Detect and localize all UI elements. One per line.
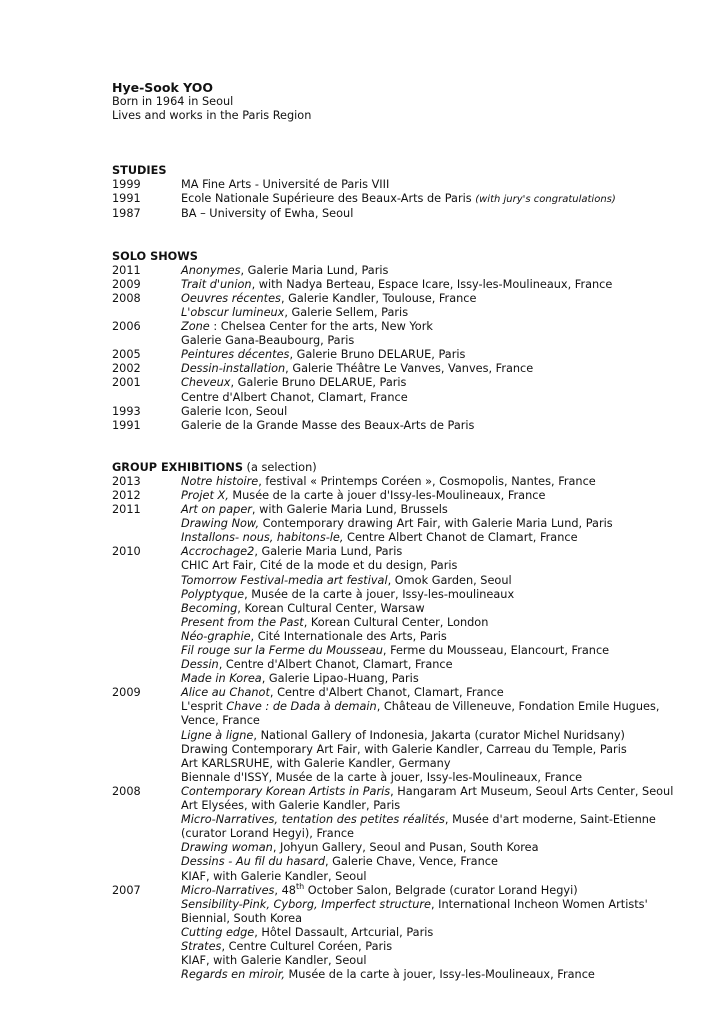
entry-text-part: Drawing Now, bbox=[181, 517, 260, 531]
entry-text bbox=[181, 348, 465, 362]
entry-text-part: , Omok Garden, Seoul bbox=[387, 573, 512, 587]
entry-text bbox=[181, 376, 406, 390]
entry-row bbox=[112, 881, 712, 898]
entry-text-part: Biennale d'ISSY, Musée de la carte à jouer, Issy-les-Moulineaux, France bbox=[181, 770, 583, 784]
entry-year: 2011 bbox=[112, 263, 141, 277]
entry-text-part: th bbox=[295, 881, 305, 891]
entry-year bbox=[112, 813, 181, 827]
entry-text bbox=[181, 658, 453, 672]
entry-text bbox=[181, 686, 504, 700]
entry-year: 1991 bbox=[112, 192, 141, 206]
entry-text-part: , festival « Printemps Coréen », Cosmopolis, Nantes, France bbox=[258, 474, 596, 488]
entry-row bbox=[112, 362, 712, 376]
solo-shows-section bbox=[112, 250, 712, 433]
entry-row bbox=[112, 391, 712, 405]
entry-text-part: MA Fine Arts - Université de Paris VIII bbox=[181, 178, 390, 192]
entry-text bbox=[181, 207, 353, 221]
entry-text-part: Ecole Nationale Supérieure des Beaux-Arts de Paris bbox=[181, 192, 476, 206]
cv-document bbox=[112, 80, 712, 982]
entry-row bbox=[112, 292, 712, 306]
entry-text-part: Ligne à ligne bbox=[181, 728, 254, 742]
entry-year bbox=[112, 644, 181, 658]
entry-year bbox=[112, 912, 181, 926]
entry-year bbox=[112, 841, 181, 855]
group-exhibitions-subtitle: (a selection) bbox=[242, 460, 317, 474]
entry-row bbox=[112, 785, 712, 799]
entry-text bbox=[181, 545, 402, 559]
entry-text bbox=[181, 559, 457, 573]
entry-year bbox=[112, 334, 181, 348]
entry-text-part: , Château de Villeneuve, Fondation Emile Hugues, bbox=[376, 700, 660, 714]
entry-text-part: , Centre d'Albert Chanot, Clamart, France bbox=[218, 658, 453, 672]
entry-text bbox=[181, 489, 545, 503]
entry-row bbox=[112, 686, 712, 700]
studies-section bbox=[112, 164, 712, 221]
entry-year: 1993 bbox=[112, 404, 141, 418]
entry-row bbox=[112, 503, 712, 517]
entry-text bbox=[181, 855, 498, 869]
entry-row bbox=[112, 207, 712, 221]
entry-text-part: Regards en miroir, bbox=[181, 968, 285, 982]
entry-text-part: Centre Albert Chanot de Clamart, France bbox=[343, 531, 578, 545]
entry-text bbox=[181, 574, 512, 588]
entry-row bbox=[112, 517, 712, 531]
entry-text-part: Trait d'union bbox=[181, 277, 252, 291]
entry-text-part: , Centre d'Albert Chanot, Clamart, France bbox=[269, 686, 504, 700]
entry-year bbox=[112, 602, 181, 616]
entry-row bbox=[112, 700, 712, 714]
entry-row bbox=[112, 602, 712, 616]
entry-text-part: Notre histoire bbox=[181, 474, 259, 488]
entry-text-part: , Ferme du Mousseau, Elancourt, France bbox=[382, 644, 610, 657]
entry-text-part: Centre d'Albert Chanot, Clamart, France bbox=[181, 390, 408, 404]
entry-text-part: Present from the Past bbox=[181, 615, 304, 629]
entry-text-part: , 48 bbox=[274, 883, 296, 897]
entry-text-part: , International Incheon Women Artists' bbox=[430, 897, 648, 911]
entry-text-part: Cheveux bbox=[181, 376, 231, 390]
entry-text-part: Chave : de Dada à demain bbox=[226, 700, 377, 714]
entry-text-part: , Galerie Sellem, Paris bbox=[284, 305, 409, 319]
entry-text-part: Peintures décentes bbox=[181, 348, 290, 362]
entry-text-part: Strates bbox=[181, 939, 222, 953]
entry-year: 2009 bbox=[112, 686, 141, 700]
entry-text bbox=[181, 898, 648, 912]
group-exhibitions-list bbox=[112, 475, 712, 982]
entry-text-part: CHIC Art Fair, Cité de la mode et du design, Paris bbox=[181, 559, 458, 573]
entry-text-part: , Musée d'art moderne, Saint-Etienne bbox=[444, 813, 656, 827]
entry-text-part: Anonymes bbox=[181, 263, 241, 277]
entry-year bbox=[112, 531, 181, 545]
entry-year: 2011 bbox=[112, 503, 141, 517]
entry-text-part: , Galerie Théâtre Le Vanves, Vanves, France bbox=[285, 362, 534, 376]
entry-text-part: Néo-graphie bbox=[181, 629, 251, 643]
entry-text-part: (curator Lorand Hegyi), France bbox=[181, 827, 355, 841]
birth-info: Born in 1964 in Seoul bbox=[112, 95, 234, 108]
entry-text-part: , Galerie Lipao-Huang, Paris bbox=[261, 672, 419, 686]
entry-text-part: Vence, France bbox=[181, 714, 260, 728]
entry-year: 2001 bbox=[112, 376, 141, 390]
entry-text bbox=[181, 870, 367, 884]
entry-row bbox=[112, 954, 712, 968]
entry-year: 1991 bbox=[112, 418, 141, 432]
entry-text-part: , Galerie Kandler, Toulouse, France bbox=[280, 291, 477, 305]
entry-text-part: Musée de la carte à jouer, Issy-les-Moulineaux, France bbox=[284, 968, 595, 982]
entry-row bbox=[112, 841, 712, 855]
entry-row bbox=[112, 588, 712, 602]
studies-heading: STUDIES bbox=[112, 164, 167, 178]
entry-text-part: , Musée de la carte à jouer, Issy-les-moulineaux bbox=[244, 587, 515, 601]
entry-text-part: KIAF, with Galerie Kandler, Seoul bbox=[181, 869, 367, 883]
entry-year bbox=[112, 729, 181, 743]
entry-text-part: , Galerie Bruno DELARUE, Paris bbox=[230, 376, 407, 390]
entry-year bbox=[112, 827, 181, 841]
entry-text-part: , Centre Culturel Coréen, Paris bbox=[221, 939, 393, 953]
entry-year: 1987 bbox=[112, 207, 141, 221]
studies-list bbox=[112, 178, 712, 221]
entry-text-part: Tomorrow Festival-media art festival bbox=[181, 573, 388, 587]
entry-row bbox=[112, 729, 712, 743]
entry-year bbox=[112, 898, 181, 912]
entry-text bbox=[181, 881, 578, 898]
entry-row bbox=[112, 306, 712, 320]
entry-text bbox=[181, 278, 612, 292]
entry-row bbox=[112, 630, 712, 644]
entry-row bbox=[112, 743, 712, 757]
entry-row bbox=[112, 912, 712, 926]
entry-text-part: Zone bbox=[181, 320, 210, 334]
entry-text bbox=[181, 912, 302, 926]
entry-text-part: , Galerie Maria Lund, Paris bbox=[240, 263, 389, 277]
artist-name: Hye-Sook YOO bbox=[112, 80, 213, 95]
entry-year bbox=[112, 757, 181, 771]
entry-year bbox=[112, 700, 181, 714]
entry-text-part: BA – University of Ewha, Seoul bbox=[181, 207, 354, 221]
entry-row bbox=[112, 799, 712, 813]
entry-row bbox=[112, 771, 712, 785]
entry-text bbox=[181, 841, 539, 855]
entry-row bbox=[112, 475, 712, 489]
entry-text-part: Micro-Narratives, tentation des petites réalités bbox=[181, 813, 445, 827]
entry-text bbox=[181, 320, 433, 334]
solo-shows-list bbox=[112, 264, 712, 433]
entry-text-part: , Korean Cultural Center, Warsaw bbox=[237, 601, 425, 615]
entry-year bbox=[112, 306, 181, 320]
entry-text-part: Contemporary Korean Artists in Paris bbox=[181, 784, 391, 798]
entry-text bbox=[181, 588, 514, 602]
entry-text bbox=[181, 419, 474, 433]
entry-text-part: (with jury's congratulations) bbox=[475, 194, 616, 206]
entry-row bbox=[112, 855, 712, 869]
entry-year bbox=[112, 743, 181, 757]
entry-text-part: , Galerie Maria Lund, Paris bbox=[254, 545, 403, 559]
residence-info: Lives and works in the Paris Region bbox=[112, 109, 312, 123]
solo-shows-heading: SOLO SHOWS bbox=[112, 249, 198, 263]
entry-row bbox=[112, 616, 712, 630]
entry-year: 2012 bbox=[112, 488, 141, 502]
entry-row bbox=[112, 419, 712, 433]
entry-text bbox=[181, 954, 367, 968]
entry-text bbox=[181, 785, 673, 799]
entry-text bbox=[181, 531, 578, 545]
entry-text bbox=[181, 644, 609, 658]
entry-row bbox=[112, 320, 712, 334]
entry-text-part: Drawing woman bbox=[181, 841, 273, 855]
entry-row bbox=[112, 264, 712, 278]
entry-row bbox=[112, 334, 712, 348]
entry-text bbox=[181, 700, 659, 714]
entry-text-part: Made in Korea bbox=[181, 672, 262, 686]
entry-row bbox=[112, 192, 712, 207]
entry-text-part: Drawing Contemporary Art Fair, with Galerie Kandler, Carreau du Temple, Paris bbox=[181, 742, 627, 756]
entry-text-part: , Galerie Bruno DELARUE, Paris bbox=[289, 348, 466, 362]
entry-text-part: Alice au Chanot bbox=[181, 686, 270, 700]
entry-text-part: Dessin bbox=[181, 658, 219, 672]
entry-text-part: Sensibility-Pink, Cyborg, Imperfect structure bbox=[181, 897, 431, 911]
entry-text-part: October Salon, Belgrade (curator Lorand Hegyi) bbox=[304, 883, 578, 897]
entry-text-part: Micro-Narratives bbox=[181, 883, 275, 897]
entry-text bbox=[181, 192, 616, 207]
entry-text-part: Dessin-installation bbox=[181, 362, 286, 376]
group-exhibitions-heading: GROUP EXHIBITIONS (a selection) bbox=[112, 460, 317, 474]
entry-text bbox=[181, 940, 392, 954]
entry-year bbox=[112, 940, 181, 954]
entry-text-part: Projet X, bbox=[181, 488, 229, 502]
entry-row bbox=[112, 178, 712, 192]
entry-row bbox=[112, 940, 712, 954]
entry-row bbox=[112, 644, 712, 658]
entry-row bbox=[112, 813, 712, 827]
entry-year: 2013 bbox=[112, 474, 141, 488]
entry-text-part: Installons- nous, habitons-le, bbox=[181, 531, 344, 545]
entry-year bbox=[112, 714, 181, 728]
entry-year bbox=[112, 926, 181, 940]
entry-text bbox=[181, 672, 419, 686]
entry-text bbox=[181, 799, 400, 813]
entry-text-part: , with Nadya Berteau, Espace Icare, Issy-les-Moulineaux, France bbox=[251, 277, 613, 291]
entry-text bbox=[181, 306, 408, 320]
entry-row bbox=[112, 531, 712, 545]
entry-year: 2008 bbox=[112, 291, 141, 305]
entry-year bbox=[112, 574, 181, 588]
entry-row bbox=[112, 405, 712, 419]
entry-year: 2002 bbox=[112, 362, 141, 376]
entry-text-part: Dessins - Au fil du hasard bbox=[181, 855, 325, 869]
entry-year bbox=[112, 672, 181, 686]
entry-text-part: , with Galerie Maria Lund, Brussels bbox=[251, 503, 448, 517]
entry-text bbox=[181, 517, 613, 531]
entry-text-part: , Cité Internationale des Arts, Paris bbox=[250, 629, 447, 643]
entry-text bbox=[181, 334, 354, 348]
entry-year: 2010 bbox=[112, 545, 141, 559]
entry-text-part: , Korean Cultural Center, London bbox=[303, 615, 489, 629]
entry-text bbox=[181, 264, 388, 278]
entry-text bbox=[181, 475, 596, 489]
entry-row bbox=[112, 489, 712, 503]
entry-text bbox=[181, 405, 287, 419]
entry-row bbox=[112, 278, 712, 292]
entry-year: 2005 bbox=[112, 348, 141, 362]
entry-row bbox=[112, 926, 712, 940]
entry-text bbox=[181, 729, 625, 743]
entry-year bbox=[112, 954, 181, 968]
entry-year bbox=[112, 517, 181, 531]
entry-text-part: Polyptyque bbox=[181, 587, 245, 601]
entry-year bbox=[112, 588, 181, 602]
entry-year: 2009 bbox=[112, 277, 141, 291]
entry-text bbox=[181, 503, 448, 517]
entry-year bbox=[112, 658, 181, 672]
entry-year: 2006 bbox=[112, 320, 141, 334]
entry-year bbox=[112, 968, 181, 982]
entry-text-part: Accrochage2 bbox=[181, 545, 255, 559]
entry-row bbox=[112, 348, 712, 362]
entry-row bbox=[112, 714, 712, 728]
entry-year bbox=[112, 870, 181, 884]
entry-row bbox=[112, 574, 712, 588]
entry-text bbox=[181, 391, 408, 405]
entry-text-part: Art on paper bbox=[181, 503, 252, 517]
entry-row bbox=[112, 898, 712, 912]
entry-text-part: Galerie Icon, Seoul bbox=[181, 404, 288, 418]
entry-row bbox=[112, 545, 712, 559]
entry-text bbox=[181, 926, 433, 940]
entry-text bbox=[181, 602, 425, 616]
entry-row bbox=[112, 757, 712, 771]
entry-text bbox=[181, 616, 488, 630]
entry-text bbox=[181, 757, 451, 771]
entry-text bbox=[181, 813, 656, 827]
entry-text bbox=[181, 362, 533, 376]
entry-text-part: , Johyun Gallery, Seoul and Pusan, South Korea bbox=[272, 841, 539, 855]
entry-text-part: Cutting edge bbox=[181, 925, 255, 939]
entry-text-part: Oeuvres récentes bbox=[181, 291, 281, 305]
entry-row bbox=[112, 827, 712, 841]
entry-text-part: Becoming bbox=[181, 601, 238, 615]
entry-text-part: : Chelsea Center for the arts, New York bbox=[209, 320, 433, 334]
entry-text-part: Musée de la carte à jouer d'Issy-les-Moulineaux, France bbox=[228, 488, 546, 502]
entry-row bbox=[112, 672, 712, 686]
entry-text-part: Galerie Gana-Beaubourg, Paris bbox=[181, 334, 355, 348]
entry-text bbox=[181, 292, 476, 306]
entry-text bbox=[181, 743, 627, 757]
entry-year: 2007 bbox=[112, 883, 141, 897]
entry-year bbox=[112, 799, 181, 813]
entry-text-part: Contemporary drawing Art Fair, with Galerie Maria Lund, Paris bbox=[259, 517, 613, 531]
entry-text bbox=[181, 771, 582, 785]
entry-text-part: Biennial, South Korea bbox=[181, 911, 302, 925]
entry-text-part: Art Elysées, with Galerie Kandler, Paris bbox=[181, 799, 401, 813]
entry-row bbox=[112, 870, 712, 884]
entry-row bbox=[112, 559, 712, 573]
entry-year bbox=[112, 630, 181, 644]
entry-text-part: Fil rouge sur la Ferme du Mousseau bbox=[181, 644, 383, 657]
entry-row bbox=[112, 658, 712, 672]
entry-text-part: L'obscur lumineux bbox=[181, 305, 285, 319]
entry-row bbox=[112, 376, 712, 390]
entry-text-part: KIAF, with Galerie Kandler, Seoul bbox=[181, 954, 367, 968]
entry-text-part: Galerie de la Grande Masse des Beaux-Arts de Paris bbox=[181, 418, 475, 432]
entry-year bbox=[112, 616, 181, 630]
entry-row bbox=[112, 968, 712, 982]
entry-text bbox=[181, 827, 354, 841]
entry-text-part: , Galerie Chave, Vence, France bbox=[325, 855, 498, 869]
entry-text-part: , Hangaram Art Museum, Seoul Arts Center, Seoul bbox=[390, 784, 674, 798]
entry-year bbox=[112, 855, 181, 869]
entry-text-part: , National Gallery of Indonesia, Jakarta (curator Michel Nuridsany) bbox=[253, 728, 625, 742]
entry-year bbox=[112, 771, 181, 785]
group-exhibitions-section bbox=[112, 461, 712, 982]
entry-text bbox=[181, 178, 389, 192]
entry-year: 1999 bbox=[112, 178, 141, 192]
entry-text-part: Art KARLSRUHE, with Galerie Kandler, Germany bbox=[181, 756, 451, 770]
entry-year bbox=[112, 391, 181, 405]
entry-text-part: , Hôtel Dassault, Artcurial, Paris bbox=[254, 925, 434, 939]
entry-text-part: L'esprit bbox=[181, 700, 227, 714]
entry-year: 2008 bbox=[112, 784, 141, 798]
entry-year bbox=[112, 559, 181, 573]
entry-text bbox=[181, 630, 447, 644]
entry-text bbox=[181, 968, 595, 982]
entry-text bbox=[181, 714, 260, 728]
